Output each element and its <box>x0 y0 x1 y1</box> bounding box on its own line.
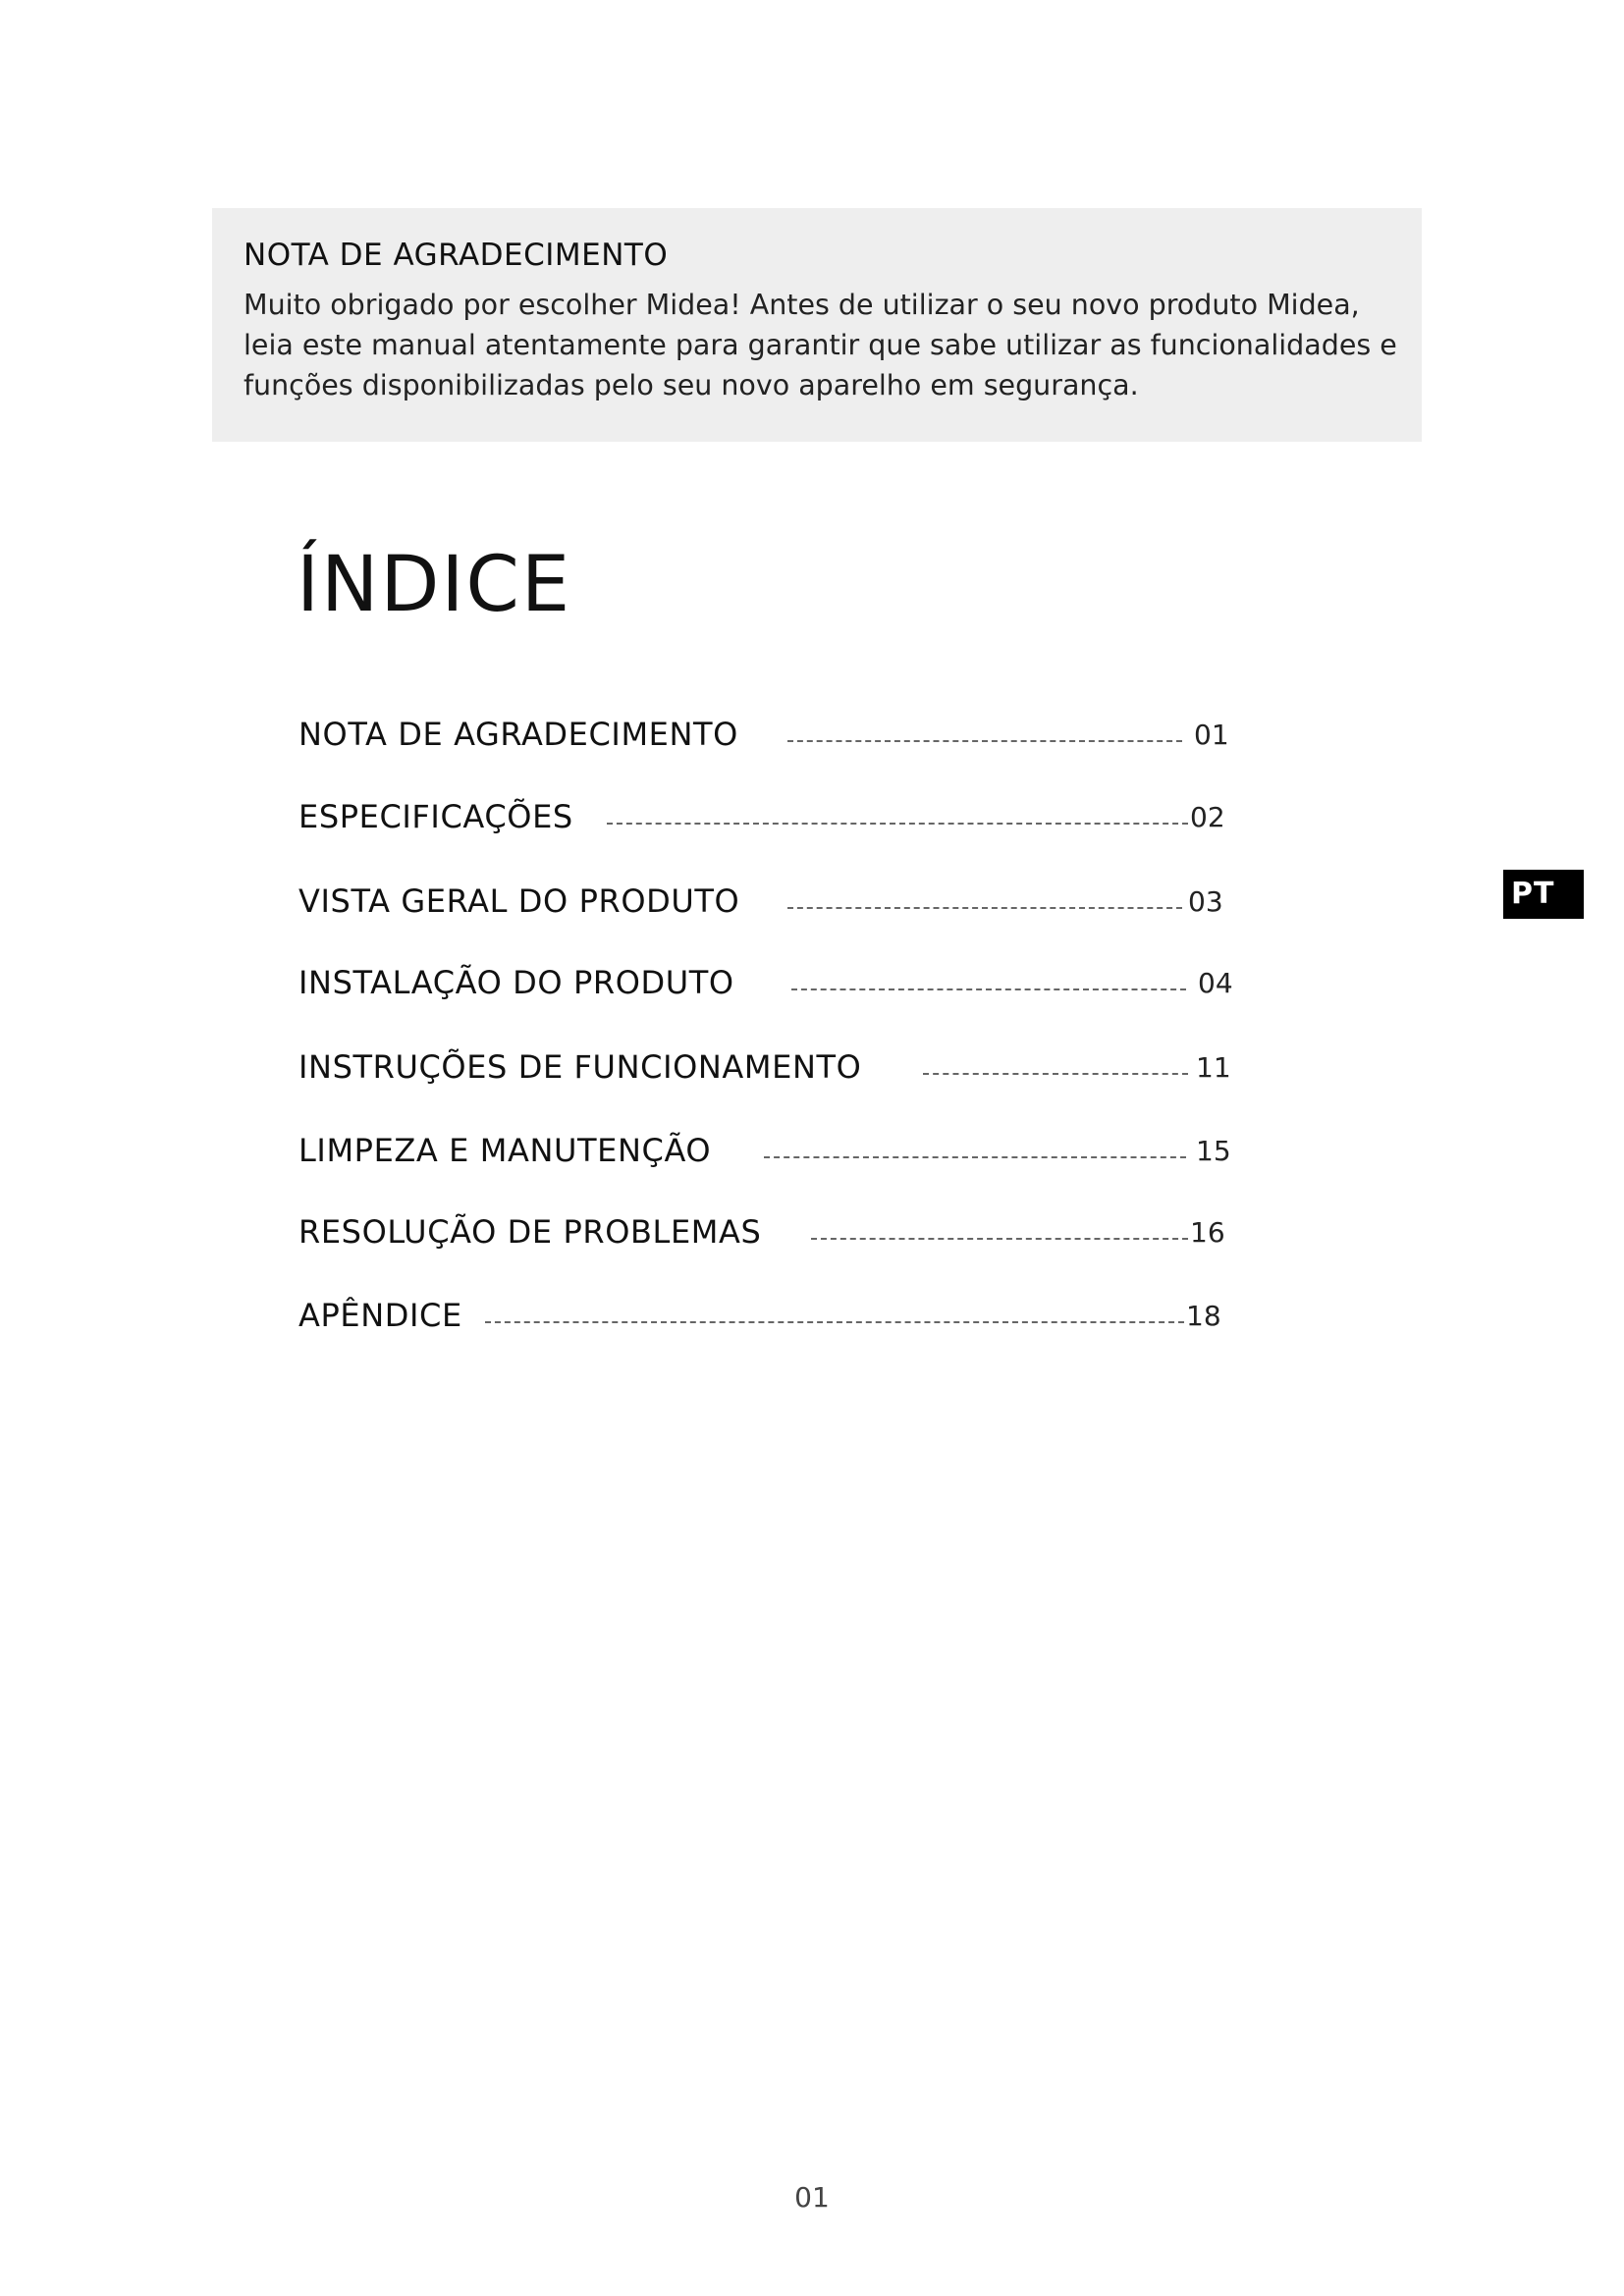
toc-leader-dots <box>764 1156 1186 1158</box>
toc-entry-label: ESPECIFICAÇÕES <box>298 798 573 835</box>
toc-leader-dots <box>923 1073 1188 1075</box>
toc-entry-page: 11 <box>1196 1051 1231 1084</box>
toc-entry[interactable] <box>298 1212 1241 1261</box>
index-title: ÍNDICE <box>297 541 572 629</box>
toc-entry-label: APÊNDICE <box>298 1297 462 1334</box>
toc-entry[interactable] <box>298 1047 1241 1096</box>
toc-entry-label: VISTA GERAL DO PRODUTO <box>298 882 740 920</box>
toc-entry-label: INSTRUÇÕES DE FUNCIONAMENTO <box>298 1048 862 1086</box>
toc-entry-page: 16 <box>1190 1216 1225 1249</box>
toc-entry-page: 18 <box>1186 1300 1221 1332</box>
toc-leader-dots <box>607 823 1188 825</box>
toc-entry-page: 03 <box>1188 885 1223 918</box>
toc-entry-label: INSTALAÇÃO DO PRODUTO <box>298 964 734 1001</box>
toc-leader-dots <box>791 988 1186 990</box>
toc-leader-dots <box>485 1321 1184 1323</box>
thanks-note-line: funções disponibilizadas pelo seu novo aparelho em segurança. <box>244 369 1139 401</box>
language-tab: PT <box>1503 870 1584 919</box>
toc-entry[interactable] <box>298 1131 1241 1180</box>
thanks-note-line: Muito obrigado por escolher Midea! Antes de utilizar o seu novo produto Midea, <box>244 289 1360 321</box>
toc-entry-page: 04 <box>1198 967 1233 999</box>
toc-entry-page: 01 <box>1194 719 1229 751</box>
toc-entry[interactable] <box>298 715 1241 764</box>
toc-leader-dots <box>811 1238 1188 1240</box>
toc-leader-dots <box>787 740 1182 742</box>
toc-entry-page: 15 <box>1196 1135 1231 1167</box>
thanks-note-line: leia este manual atentamente para garantir que sabe utilizar as funcionalidades e <box>244 329 1397 361</box>
toc-entry-label: NOTA DE AGRADECIMENTO <box>298 716 738 753</box>
thanks-note-title: NOTA DE AGRADECIMENTO <box>244 238 669 273</box>
toc-entry[interactable] <box>298 963 1241 1012</box>
toc-leader-dots <box>787 907 1182 909</box>
toc-entry[interactable] <box>298 797 1241 846</box>
thanks-note-box <box>212 208 1422 442</box>
toc-entry[interactable] <box>298 1296 1241 1345</box>
toc-entry-label: RESOLUÇÃO DE PROBLEMAS <box>298 1213 762 1251</box>
toc-entry-page: 02 <box>1190 801 1225 833</box>
toc-entry[interactable] <box>298 881 1241 931</box>
page-number: 01 <box>794 2181 830 2214</box>
thanks-note-text <box>244 285 1397 405</box>
toc-entry-label: LIMPEZA E MANUTENÇÃO <box>298 1132 712 1169</box>
